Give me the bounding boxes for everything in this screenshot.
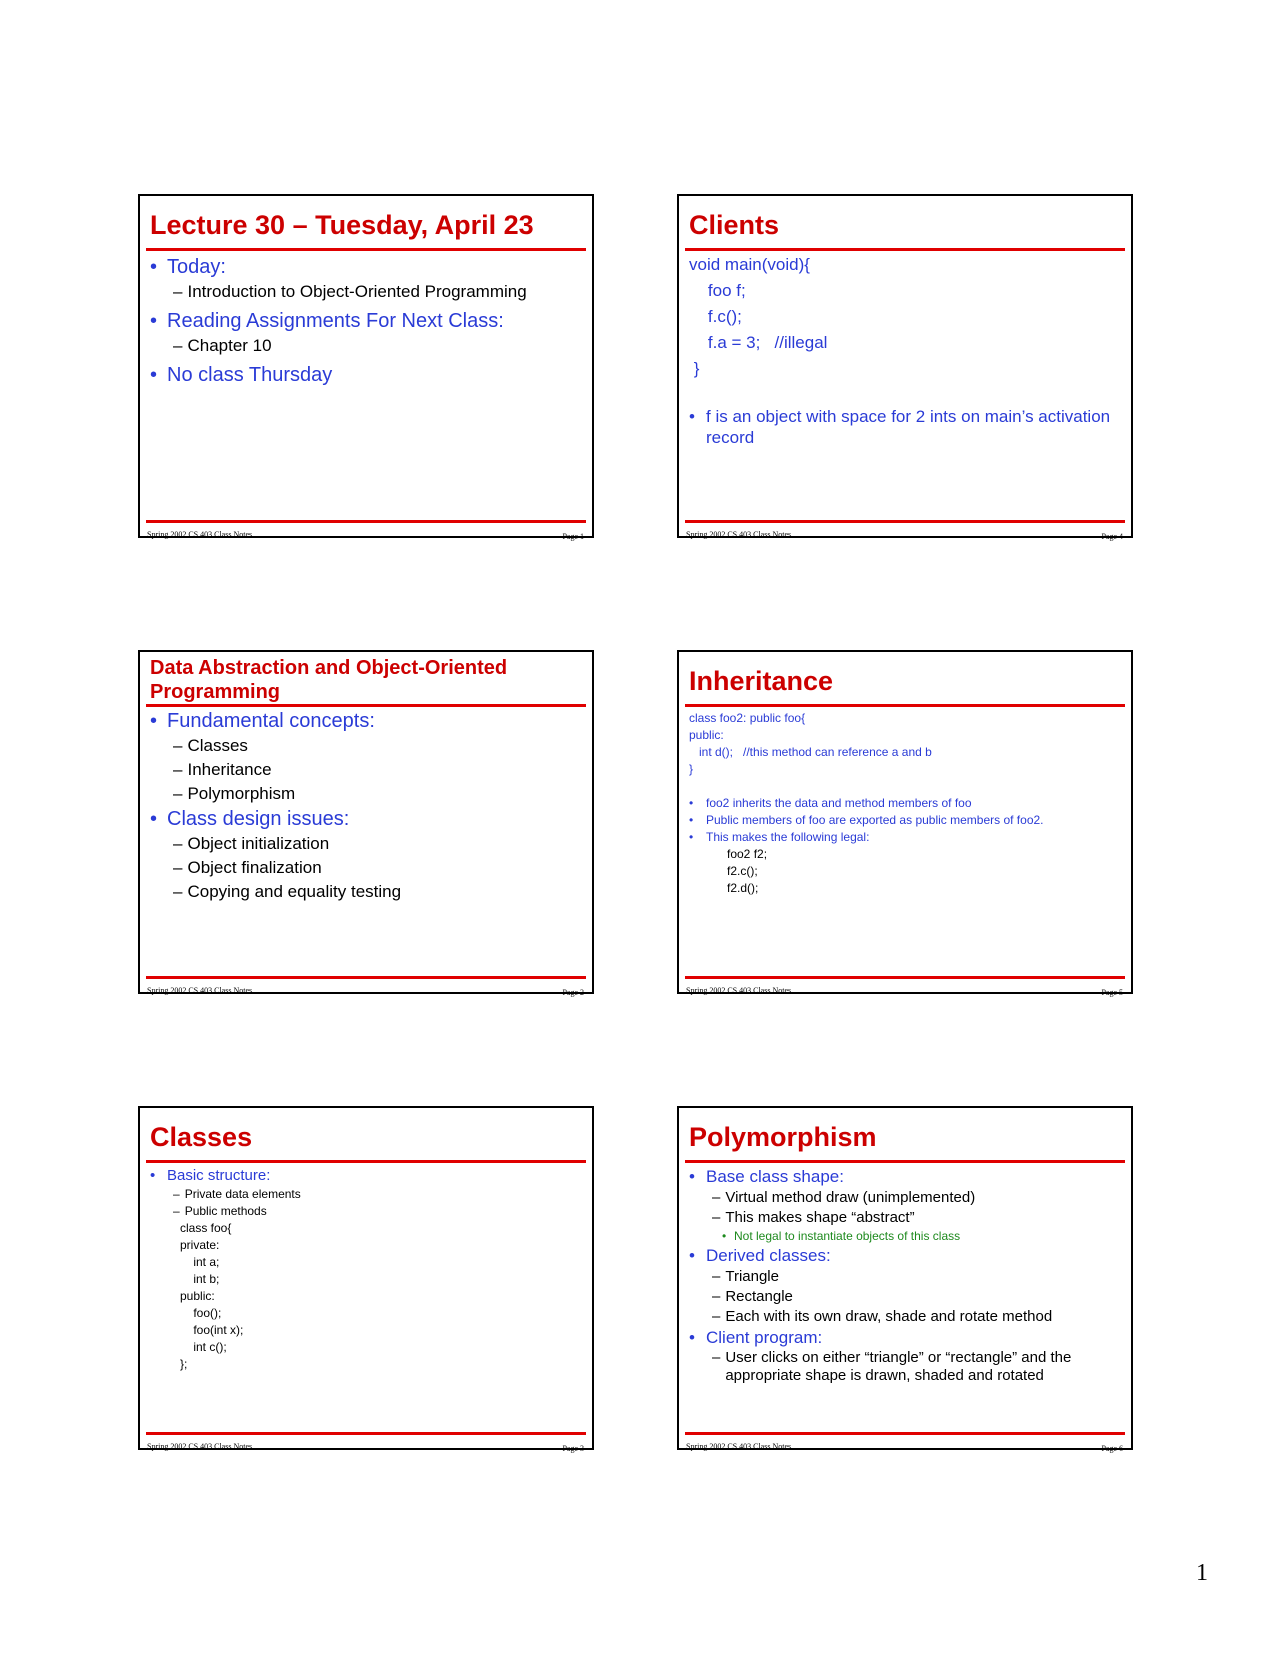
sub-bullet: – Each with its own draw, shade and rotate method [712,1308,1053,1325]
bullet-basic-structure: • Basic structure: [150,1166,584,1186]
footer-course: Spring 2002 CS 403 Class Notes [686,1442,792,1451]
sub-bullet: – User clicks on either “triangle” or “rectangle” and the appropriate shape is drawn, shaded and rotated [712,1349,1072,1384]
slide-inheritance [677,650,1133,997]
code-line: public: [689,728,724,742]
code-line: void main(void){ [689,255,810,274]
code-line: int b; [180,1272,220,1286]
code-line: private: [180,1238,220,1252]
code-line: class foo{ [180,1221,232,1235]
slide-clients [677,194,1133,541]
slide-lecture-30 [138,194,594,541]
footer-page: Page 6 [1101,1444,1123,1453]
bullet-derived-classes: • Derived classes: [689,1245,1123,1267]
slide-content [150,254,584,388]
code-line: int c(); [180,1340,227,1354]
slide-title: Classes [150,1122,253,1152]
title-rule [146,704,586,707]
sub-bullet: – Object initialization [173,834,330,853]
code-line: foo f; [689,281,746,300]
footer-rule [685,520,1125,523]
footer-course: Spring 2002 CS 403 Class Notes [147,1442,253,1451]
page-number: 1 [1196,1560,1208,1586]
footer-course: Spring 2002 CS 403 Class Notes [147,986,253,995]
sub-bullet: – Copying and equality testing [173,882,402,901]
code-line: int d(); //this method can reference a and b [689,745,932,759]
code-line: class foo2: public foo{ [689,711,806,725]
slide-data-abstraction [138,650,594,997]
sub-bullet: – Triangle [712,1268,779,1285]
sub-bullet: – Public methods [173,1204,267,1218]
title-rule [685,1160,1125,1163]
bullet-object-space: • f is an object with space for 2 ints on main’s activation record [689,406,1123,448]
slide-title: Inheritance [689,666,834,696]
sub-bullet: – This makes shape “abstract” [712,1209,915,1226]
code-line: int a; [180,1255,220,1269]
footer-rule [685,976,1125,979]
sub-bullet: – Object finalization [173,858,322,877]
bullet-no-class: • No class Thursday [150,362,584,388]
bullet-legal: • This makes the following legal: [689,829,1123,846]
footer-course: Spring 2002 CS 403 Class Notes [147,530,253,539]
sub-bullet: – Chapter 10 [173,336,272,355]
footer-course: Spring 2002 CS 403 Class Notes [686,530,792,539]
bullet-inherits: • foo2 inherits the data and method members of foo [689,795,1123,812]
title-rule [146,248,586,251]
code-line: }; [180,1357,188,1371]
footer-rule [685,1432,1125,1435]
code-line: f.a = 3; //illegal [689,333,828,352]
slide-content [150,1166,584,1373]
sub-bullet: – Introduction to Object-Oriented Programming [173,282,527,301]
bullet-client-program: • Client program: [689,1327,1123,1349]
code-line: foo(); [180,1306,222,1320]
sub-bullet: – Rectangle [712,1288,793,1305]
footer-rule [146,1432,586,1435]
footer-rule [146,976,586,979]
title-rule [146,1160,586,1163]
code-line: public: [180,1289,215,1303]
code-line: f2.c(); [727,864,758,878]
footer-page: Page 3 [562,1444,584,1453]
title-rule [685,704,1125,707]
bullet-fundamental: • Fundamental concepts: [150,708,584,734]
footer-page: Page 1 [562,532,584,541]
footer-page: Page 2 [562,988,584,997]
code-line: } [689,762,694,776]
footer-page: Page 4 [1101,532,1123,541]
bullet-exported: • Public members of foo are exported as public members of foo2. [689,812,1123,829]
bullet-class-design: • Class design issues: [150,806,584,832]
bullet-today: • Today: [150,254,584,280]
slide-classes [138,1106,594,1453]
code-line: } [689,359,700,378]
bullet-base-class: • Base class shape: [689,1166,1123,1188]
sub-sub-bullet: • Not legal to instantiate objects of this class [689,1228,1123,1245]
sub-bullet: – Private data elements [173,1187,301,1201]
code-line: foo2 f2; [727,847,768,861]
sub-bullet: – Polymorphism [173,784,296,803]
code-line: f2.d(); [727,881,759,895]
slide-content [689,1166,1123,1385]
slide-title: Lecture 30 – Tuesday, April 23 [150,210,534,240]
footer-rule [146,520,586,523]
slide-content [689,710,1123,897]
sub-bullet: – Inheritance [173,760,272,779]
slide-polymorphism [677,1106,1133,1453]
code-line: f.c(); [689,307,742,326]
footer-page: Page 5 [1101,988,1123,997]
slide-title: Clients [689,210,780,240]
sub-bullet: – Virtual method draw (unimplemented) [712,1189,976,1206]
slide-content [150,708,584,904]
bullet-reading: • Reading Assignments For Next Class: [150,308,584,334]
footer-course: Spring 2002 CS 403 Class Notes [686,986,792,995]
slide-title: Data Abstraction and Object-Oriented Programming [150,657,508,703]
code-line: foo(int x); [180,1323,244,1337]
title-rule [685,248,1125,251]
slide-content [689,252,1123,448]
slide-title: Polymorphism [689,1122,877,1152]
sub-bullet: – Classes [173,736,248,755]
